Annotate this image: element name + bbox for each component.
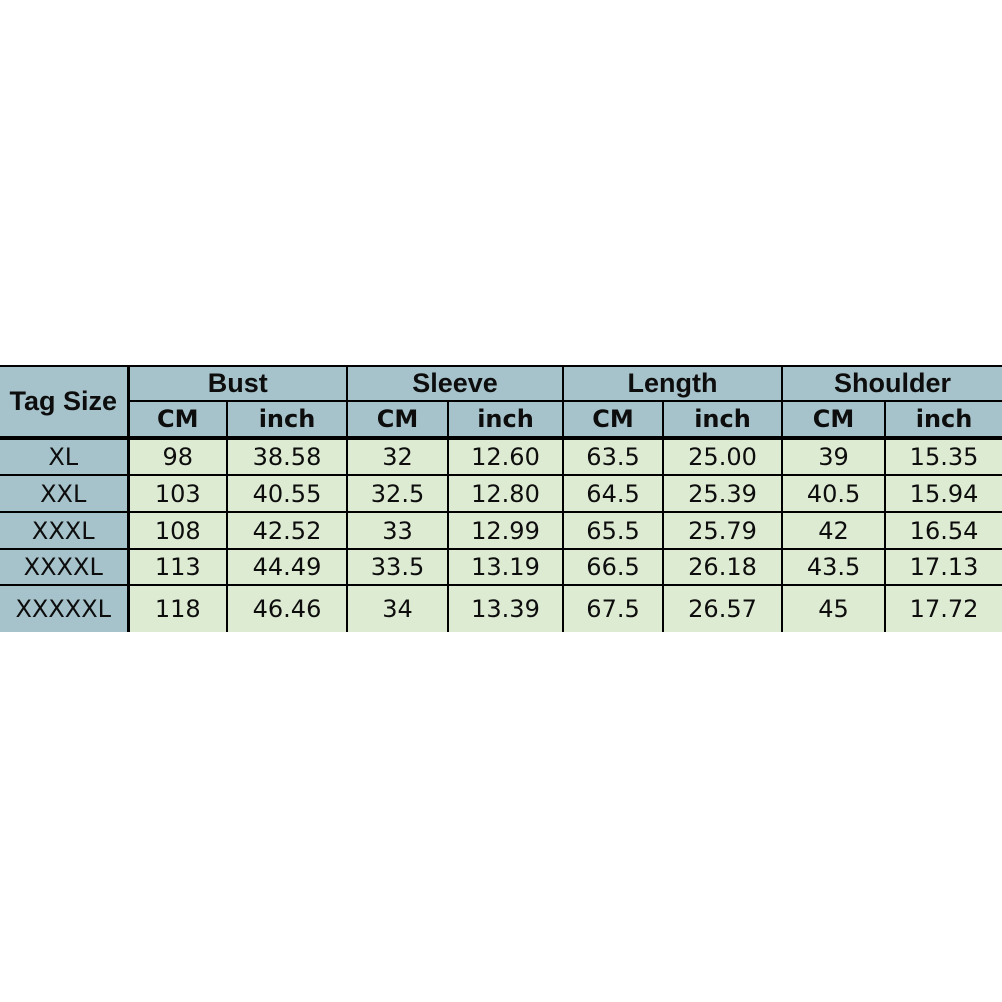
value-cell: 25.79	[663, 512, 782, 549]
unit-header-length-inch: inch	[663, 401, 782, 438]
value-cell: 25.39	[663, 475, 782, 512]
value-cell: 12.60	[448, 438, 563, 475]
value-cell: 34	[347, 585, 448, 632]
size-label: XXXXL	[0, 549, 128, 585]
table-row-xxxl	[0, 512, 1002, 549]
unit-header-sleeve-cm: CM	[347, 401, 448, 438]
value-cell: 67.5	[563, 585, 663, 632]
size-label: XL	[0, 438, 128, 475]
value-cell: 45	[782, 585, 885, 632]
value-cell: 108	[128, 512, 227, 549]
unit-header-shoulder-inch: inch	[885, 401, 1002, 438]
unit-header-shoulder-cm: CM	[782, 401, 885, 438]
table-row-xxl	[0, 475, 1002, 512]
value-cell: 98	[128, 438, 227, 475]
unit-header-bust-inch: inch	[227, 401, 347, 438]
size-label: XXL	[0, 475, 128, 512]
size-label: XXXL	[0, 512, 128, 549]
size-label: XXXXXL	[0, 585, 128, 632]
value-cell: 103	[128, 475, 227, 512]
group-header-sleeve: Sleeve	[347, 366, 563, 401]
value-cell: 33.5	[347, 549, 448, 585]
value-cell: 39	[782, 438, 885, 475]
value-cell: 16.54	[885, 512, 1002, 549]
table-row-xl	[0, 438, 1002, 475]
value-cell: 44.49	[227, 549, 347, 585]
header-row-groups	[0, 366, 1002, 401]
size-chart-table	[0, 365, 1002, 632]
unit-header-length-cm: CM	[563, 401, 663, 438]
value-cell: 43.5	[782, 549, 885, 585]
value-cell: 26.57	[663, 585, 782, 632]
value-cell: 42	[782, 512, 885, 549]
value-cell: 46.46	[227, 585, 347, 632]
value-cell: 15.35	[885, 438, 1002, 475]
value-cell: 15.94	[885, 475, 1002, 512]
unit-header-sleeve-inch: inch	[448, 401, 563, 438]
value-cell: 32	[347, 438, 448, 475]
value-cell: 42.52	[227, 512, 347, 549]
value-cell: 40.55	[227, 475, 347, 512]
value-cell: 113	[128, 549, 227, 585]
tag-size-header: Tag Size	[0, 366, 128, 438]
table-row-xxxxl	[0, 549, 1002, 585]
group-header-shoulder: Shoulder	[782, 366, 1002, 401]
value-cell: 38.58	[227, 438, 347, 475]
value-cell: 17.72	[885, 585, 1002, 632]
value-cell: 25.00	[663, 438, 782, 475]
value-cell: 12.99	[448, 512, 563, 549]
value-cell: 13.19	[448, 549, 563, 585]
value-cell: 13.39	[448, 585, 563, 632]
value-cell: 65.5	[563, 512, 663, 549]
group-header-bust: Bust	[128, 366, 347, 401]
header-row-units	[0, 401, 1002, 438]
value-cell: 118	[128, 585, 227, 632]
value-cell: 32.5	[347, 475, 448, 512]
unit-header-bust-cm: CM	[128, 401, 227, 438]
group-header-length: Length	[563, 366, 782, 401]
value-cell: 63.5	[563, 438, 663, 475]
table-row-xxxxxl	[0, 585, 1002, 632]
value-cell: 40.5	[782, 475, 885, 512]
value-cell: 26.18	[663, 549, 782, 585]
value-cell: 66.5	[563, 549, 663, 585]
value-cell: 12.80	[448, 475, 563, 512]
value-cell: 64.5	[563, 475, 663, 512]
value-cell: 17.13	[885, 549, 1002, 585]
value-cell: 33	[347, 512, 448, 549]
